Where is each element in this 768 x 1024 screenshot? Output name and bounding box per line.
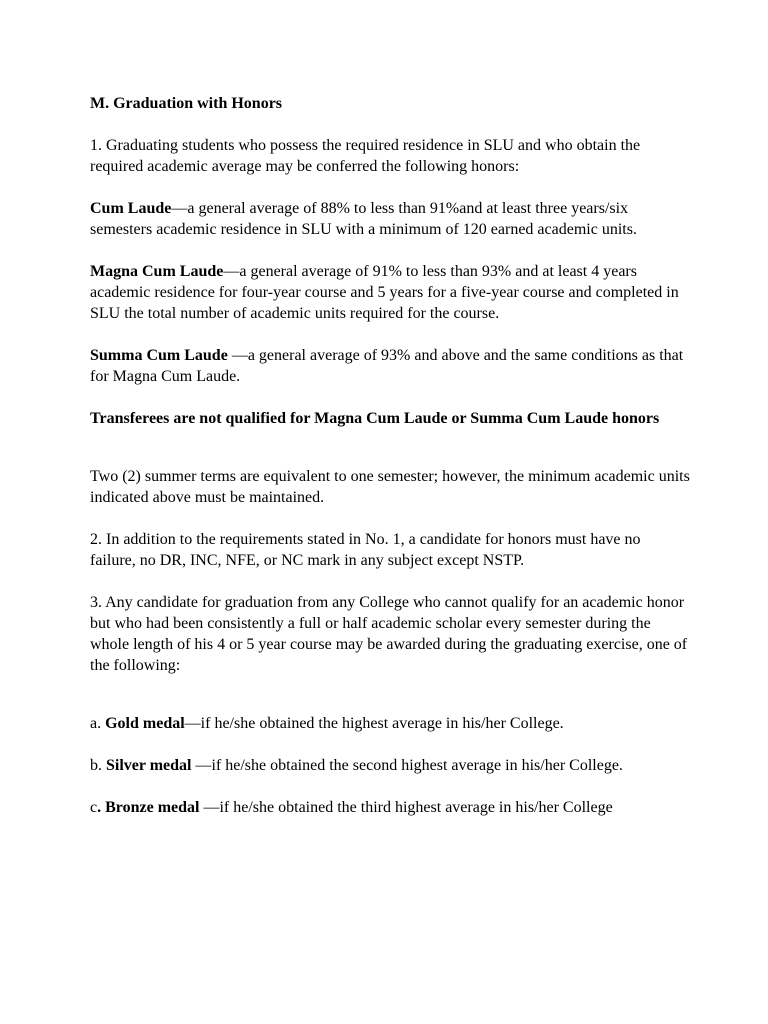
honor-cum-laude: [90, 198, 690, 240]
section-title: M. Graduation with Honors: [90, 95, 283, 112]
medal-silver: [90, 755, 690, 776]
item-2-paragraph: 2. In addition to the requirements stated in No. 1, a candidate for honors must have no failure, no DR, INC, NFE, or NC mark in any subject except NSTP.: [90, 531, 641, 569]
honor-name: Summa Cum Laude: [90, 347, 228, 364]
honor-magna-cum-laude: [90, 261, 690, 324]
medal-prefix: b.: [90, 757, 106, 774]
medal-description: —if he/she obtained the second highest average in his/her College.: [191, 757, 623, 774]
medal-description: —if he/she obtained the third highest average in his/her College: [199, 799, 613, 816]
honor-name: Cum Laude: [90, 200, 172, 217]
transferees-note: Transferees are not qualified for Magna Cum Laude or Summa Cum Laude honors: [90, 410, 660, 427]
honor-description: —a general average of 91% to less than 93% and at least 4 years academic residence for four-year course and 5 years for a five-year course and completed in SLU the total number of academic units required for the course.: [90, 263, 679, 322]
honor-description: —a general average of 88% to less than 91%and at least three years/six semesters academic residence in SLU with a minimum of 120 earned academic units.: [90, 200, 637, 238]
medal-gold: [90, 713, 690, 734]
honor-description: —a general average of 93% and above and the same conditions as that for Magna Cum Laude.: [90, 347, 684, 385]
medal-name: . Bronze medal: [97, 799, 200, 816]
honor-name: Magna Cum Laude: [90, 263, 224, 280]
medal-bronze: [90, 797, 690, 818]
medal-prefix: a.: [90, 715, 106, 732]
summer-note: Two (2) summer terms are equivalent to one semester; however, the minimum academic units indicated above must be maintained.: [90, 468, 690, 506]
intro-paragraph: 1. Graduating students who possess the required residence in SLU and who obtain the required academic average may be conferred the following honors:: [90, 137, 641, 175]
honor-summa-cum-laude: [90, 345, 690, 387]
document-page: [90, 93, 690, 839]
item-3-paragraph: 3. Any candidate for graduation from any College who cannot qualify for an academic honor but who had been consistently a full or half academic scholar every semester during the whole length of his 4 or 5 year course may be awarded during the graduating exercise, one of the following:: [90, 594, 688, 674]
medal-name: Silver medal: [106, 757, 192, 774]
medal-prefix: c: [90, 799, 98, 816]
medal-name: Gold medal: [105, 715, 185, 732]
medal-description: —if he/she obtained the highest average in his/her College.: [184, 715, 564, 732]
